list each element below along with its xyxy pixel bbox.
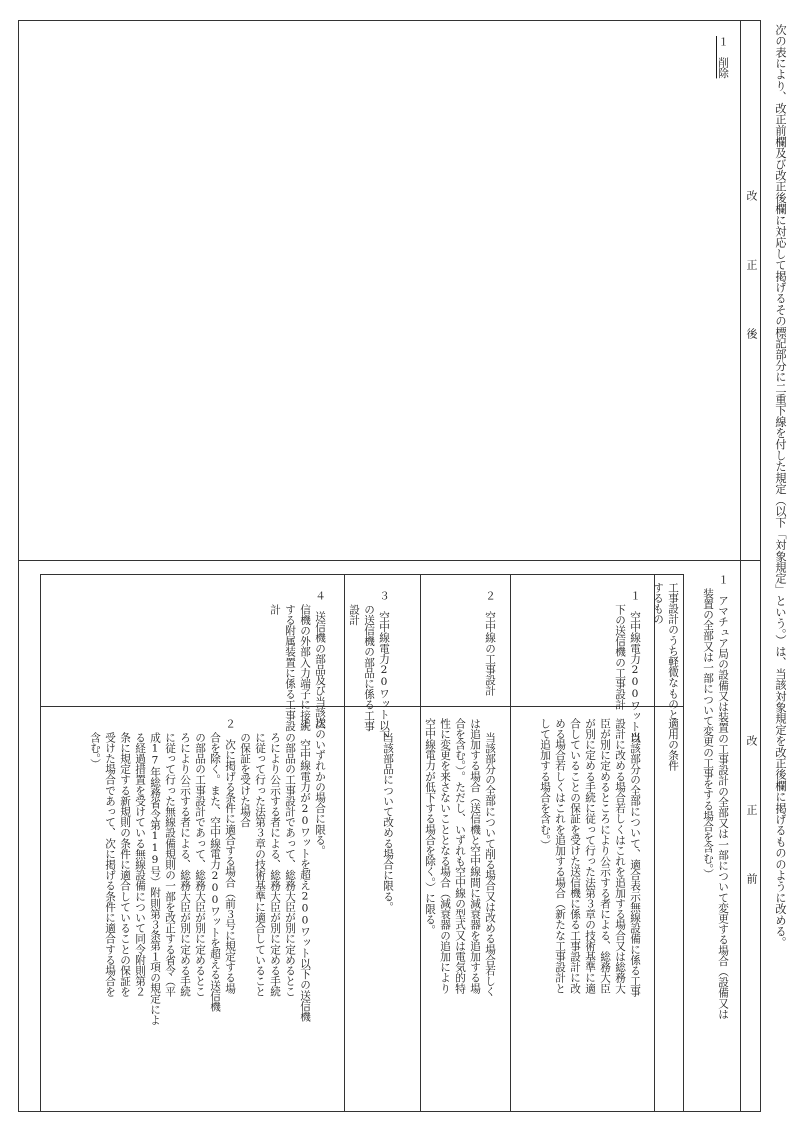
row4-right-line15: 受けた場合であって、次に掲げる条件に適合する場合を — [104, 732, 116, 997]
before-item-title-line1: １ アマチュア局の設備又は装置の工事設計の全部又は一部について変更する場合（設備又は — [717, 574, 729, 1020]
row-divider-3 — [344, 574, 345, 1111]
row4-right-line5: に従って行った法第３章の技術基準に適合していること — [254, 732, 266, 997]
row4-right-line14: 条に規定する新規則の条件に適合していることの保証を — [119, 732, 131, 997]
row1-left-line2: 下の送信機の工事設計 — [614, 604, 626, 710]
row1-right-line1: 当該部分の全部について、適合表示無線設備に係る工事 — [629, 732, 641, 997]
row2-right-line2: は追加する場合（送信機と空中線間に減衰器を追加する場 — [469, 718, 481, 994]
row4-right-line4: ろにより公示する者による、総務大臣が別に定める手続 — [269, 732, 281, 997]
row4-right-line1: 次のいずれかの場合に限る。 — [314, 718, 326, 856]
row3-right-line1: 当該部品について改める場合に限る。 — [382, 732, 394, 913]
row4-left-line2: 信機の外部入力端子に接続 — [299, 604, 311, 732]
column-divider — [740, 20, 741, 1111]
row4-right-line7: ２ 次に掲げる条件に適合する場合（前３号に規定する場 — [224, 718, 236, 994]
row4-right-line16: 含む。） — [89, 732, 101, 770]
inner-header-minor-1: 工事設計のうち軽微なものと — [667, 582, 679, 720]
row3-left-line1: ３ 空中線電力20ワット以下 — [378, 590, 390, 742]
row1-right-line6: める場合若しくはこれを追加する場合（新たな工事設計と — [554, 718, 566, 994]
row1-left-line1: １ 空中線電力200ワット以 — [629, 590, 641, 743]
row3-left-line2: の送信機の部品に係る工事 — [363, 604, 375, 732]
row4-right-line11: に従って行った無線設備規則の一部を改正する省令（平 — [164, 732, 176, 997]
inner-header-divider — [654, 574, 655, 1111]
row2-right-line3: 合を含む。）。ただし、いずれも空中線の型式又は電気的特 — [454, 718, 466, 994]
row4-right-line3: の部品の工事設計であって、総務大臣が別に定めるとこ — [284, 732, 296, 997]
row4-right-line2: １ 空中線電力が20ワットを超え200ワット以下の送信機 — [299, 718, 311, 1022]
row4-left-line3: する附属装置に係る工事設 — [284, 604, 296, 732]
row4-right-line6: の保証を受けた場合 — [239, 732, 251, 828]
row2-right-line5: 空中線電力が低下する場合を除く。）に限る。 — [424, 718, 436, 936]
row4-right-line9: の部品の工事設計であって、総務大臣が別に定めるとこ — [194, 732, 206, 997]
row2-left-line1: ２ 空中線の工事設計 — [484, 590, 496, 696]
row4-left-line1: ４ 送信機の部品及び当該送 — [314, 590, 326, 728]
row1-right-line4: が別に定める手続に従って行った法第３章の技術基準に適 — [584, 718, 596, 994]
row2-right-line1: 当該部分の全部について削る場合又は改める場合若しく — [484, 732, 496, 997]
row-divider-1 — [510, 574, 511, 1111]
row1-right-line5: 合していることの保証を受けた送信機に係る工事設計に改 — [569, 718, 581, 994]
inner-header-conditions: 適用の条件 — [667, 718, 679, 771]
row3-left-line3: 設計 — [348, 604, 360, 626]
inner-header-minor-2: するもの — [652, 582, 664, 625]
row1-right-line7: して追加する場合を含む。） — [539, 718, 551, 851]
row4-right-line10: ろにより公示する者による、総務大臣が別に定める手続 — [179, 732, 191, 997]
header-after: 改正後 — [745, 190, 758, 397]
row2-right-line4: 性に変更を来さないこととなる場合（減衰器の追加により — [439, 718, 451, 994]
row4-left-line4: 計 — [269, 604, 281, 615]
row1-right-line2: 設計に改める場合若しくはこれを追加する場合又は総務大 — [614, 718, 626, 994]
instruction-text: 次の表により、改正前欄及び改正後欄に対応して掲げるその標記部分に二重下線を付した規定（以下「対象規定」という。）は、当該対象規定を改正後欄に掲げるもののように改める。 — [774, 24, 787, 948]
after-item-deleted: １ 削除 — [717, 36, 729, 79]
row4-right-line13: る経過措置を受けている無線設備について同令附則第２ — [134, 732, 146, 997]
row4-right-line8: 合を除く。また、空中線電力200ワットを超える送信機 — [209, 732, 221, 1012]
half-divider — [18, 560, 760, 561]
header-before: 改正前 — [745, 735, 758, 942]
row-divider-2 — [420, 574, 421, 1111]
before-item-title-line2: 装置の全部又は一部について変更の工事をする場合を含む。） — [702, 588, 714, 880]
row1-right-line3: 臣が別に定めるところにより公示する者による、総務大臣 — [599, 718, 611, 994]
row4-right-line12: 成17年総務省令第119号）附則第３条第１項の規定によ — [149, 732, 161, 1026]
